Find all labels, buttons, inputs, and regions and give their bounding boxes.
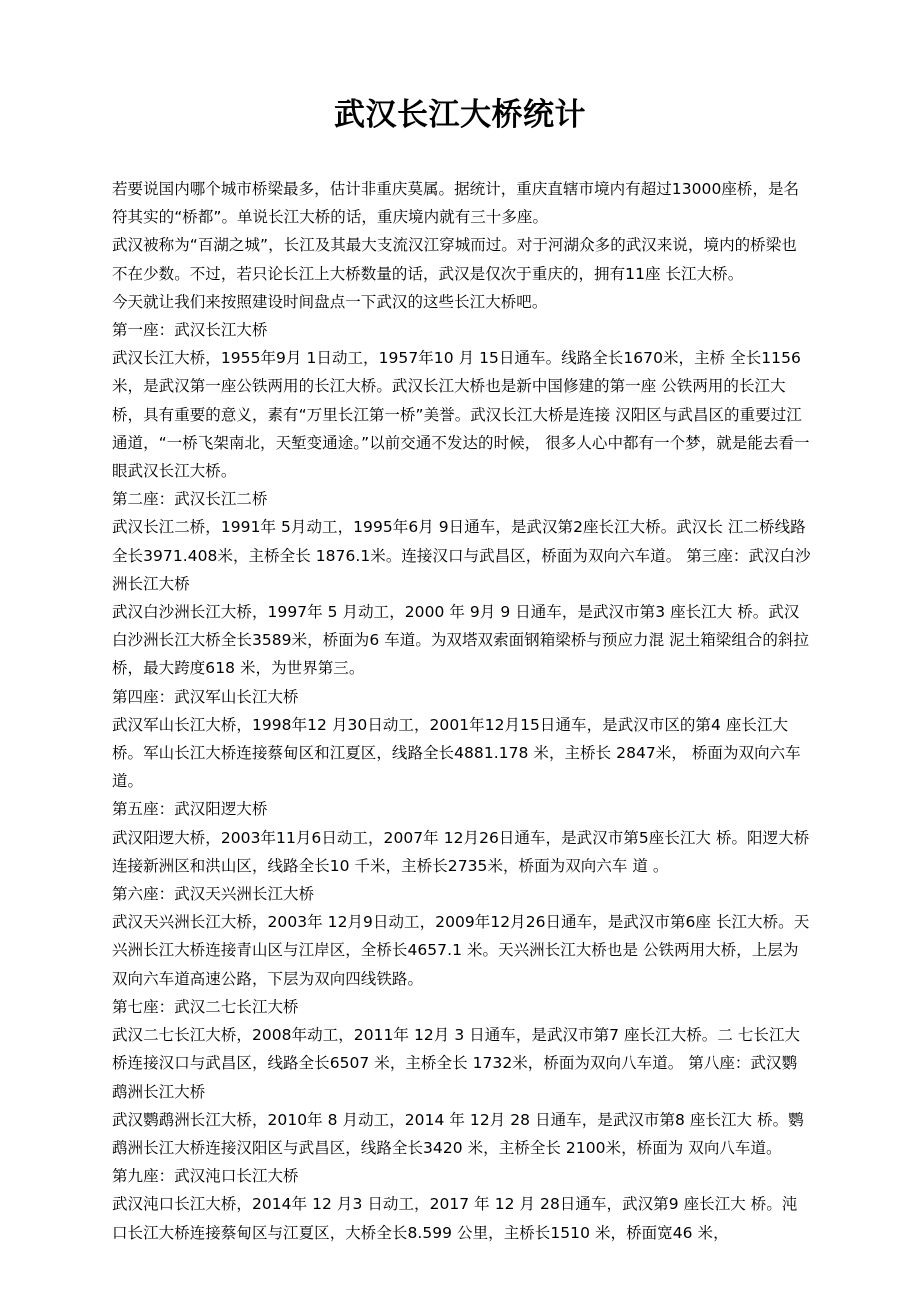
- section-heading-bridge-1: 第一座：武汉长江大桥: [112, 321, 268, 340]
- paragraph: 武汉长江大桥，1955年9月 1日动工，1957年10 月 15日通车。线路全长1670米，主桥 全长1156 米，是武汉第一座公铁两用的长江大桥。武汉长江大桥也是新中国修建的第一座 公铁两用的长江大桥，具有重要的意义，素有“万里长江第一桥”美誉。武汉长江大桥是连接 汉阳区与武昌区的重要过江通道，“一桥飞架南北，天堑变通途。”以前交通不发达的时候， 很多人心中都有一个梦，就是能去看一眼武汉长江大桥。: [112, 349, 810, 481]
- paragraph: 若要说国内哪个城市桥梁最多，估计非重庆莫属。据统计，重庆直辖市境内有超过13000座桥，是名符其实的“桥都”。单说长江大桥的话，重庆境内就有三十多座。: [112, 180, 800, 227]
- paragraph: 武汉军山长江大桥，1998年12 月30日动工，2001年12月15日通车，是武汉市区的第4 座长江大桥。军山长江大桥连接蔡甸区和江夏区，线路全长4881.178 米，主桥长 2847米， 桥面为双向六车道。: [112, 715, 801, 791]
- section-heading-bridge-9: 第九座：武汉沌口长江大桥: [112, 1167, 299, 1186]
- section-heading-bridge-4: 第四座：武汉军山长江大桥: [112, 687, 299, 706]
- paragraph: 武汉被称为“百湖之城”，长江及其最大支流汉江穿城而过。对于河湖众多的武汉来说，境内的桥梁也不在少数。不过，若只论长江上大桥数量的话，武汉是仅次于重庆的，拥有11座 长江大桥。: [112, 236, 797, 283]
- paragraph: 武汉阳逻大桥，2003年11月6日动工，2007年 12月26日通车，是武汉市第5座长江大 桥。阳逻大桥连接新洲区和洪山区，线路全长10 千米，主桥长2735米，桥面为双向六车 道 。: [112, 828, 810, 875]
- section-heading-bridge-5: 第五座：武汉阳逻大桥: [112, 800, 268, 819]
- paragraph: 武汉鹦鹉洲长江大桥，2010年 8 月动工，2014 年 12月 28 日通车，是武汉市第8 座长江大 桥。鹦鹉洲长江大桥连接汉阳区与武昌区，线路全长3420 米，主桥全长 2100米，桥面为 双向八车道。: [112, 1110, 804, 1157]
- document-body: [112, 175, 812, 1247]
- paragraph: 武汉天兴洲长江大桥，2003年 12月9日动工，2009年12月26日通车，是武汉市第6座 长江大桥。天兴洲长江大桥连接青山区与江岸区，全桥长4657.1 米。天兴洲长江大桥也是 公铁两用大桥，上层为双向六车道高速公路，下层为双向四线铁路。: [112, 913, 810, 988]
- section-heading-bridge-2: 第二座：武汉长江二桥: [112, 490, 268, 509]
- section-heading-bridge-7: 第七座：武汉二七长江大桥: [112, 997, 299, 1016]
- section-heading-bridge-6: 第六座：武汉天兴洲长江大桥: [112, 885, 315, 904]
- paragraph: 武汉二七长江大桥，2008年动工，2011年 12月 3 日通车，是武汉市第7 座长江大桥。二 七长江大桥连接汉口与武昌区，线路全长6507 米，主桥全长 1732米，桥面为双向八车道。 第八座：武汉鹦鹉洲长江大桥: [112, 1026, 801, 1101]
- paragraph: 今天就让我们来按照建设时间盘点一下武汉的这些长江大桥吧。: [112, 292, 548, 311]
- paragraph: 武汉长江二桥，1991年 5月动工，1995年6月 9日通车，是武汉第2座长江大桥。武汉长 江二桥线路全长3971.408米，主桥全长 1876.1米。连接汉口与武昌区，桥面为双向六车道。 第三座：武汉白沙洲长江大桥: [112, 518, 811, 593]
- paragraph: 武汉白沙洲长江大桥，1997年 5 月动工，2000 年 9月 9 日通车，是武汉市第3 座长江大 桥。武汉白沙洲长江大桥全长3589米，桥面为6 车道。为双塔双索面钢箱梁桥与预应力混 泥土箱梁组合的斜拉桥，最大跨度618 米，为世界第三。: [112, 603, 810, 678]
- paragraph: 武汉沌口长江大桥，2014年 12 月3 日动工，2017 年 12 月 28日通车，武汉第9 座长江大 桥。沌口长江大桥连接蔡甸区与江夏区，大桥全长8.599 公里，主桥长1510 米，桥面宽46 米，: [112, 1195, 798, 1242]
- page-title: 武汉长江大桥统计: [334, 96, 586, 133]
